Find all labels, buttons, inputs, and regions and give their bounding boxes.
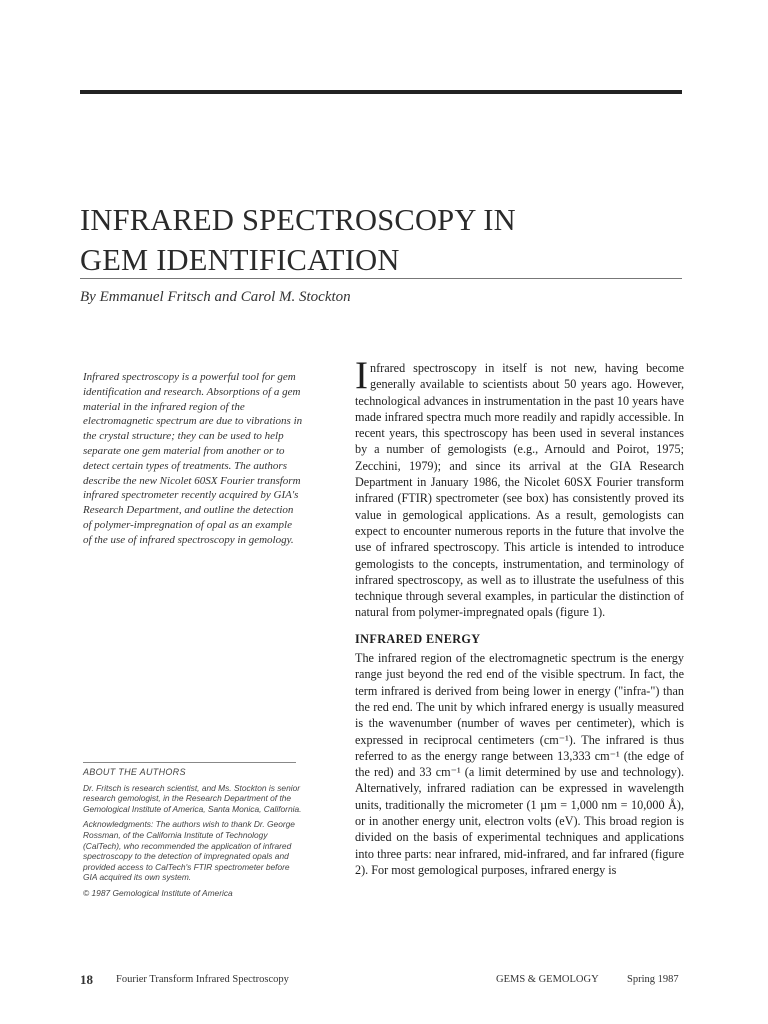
title-line-1: INFRARED SPECTROSCOPY IN [80,203,516,237]
intro-text: nfrared spectroscopy in itself is not new, having become generally available to scientists about 50 years ago. However, technological advances in instrumentation in the past 10 years have made infrared spectra much more readily and rapidly accessible. In recent years, this spectroscopy has been used in several instances by a number of gemologists (e.g., Arnould and Poirot, 1975; Zecchini, 1979); and since its arrival at the GIA Research Department in January 1986, the Nicolet 60SX Fourier transform infrared (FTIR) spectrometer (see box) has consistently proved its value in gemological applications. As a result, gemologists can expect to encounter numerous reports in the future that involve the use of infrared spectroscopy. This article is intended to introduce gemologists to the concepts, instrumentation, and terminology of infrared spectroscopy, as well as to illustrate the usefulness of this technique through several examples, in particular the distinction of natural from polymer-impregnated opals (figure 1). [355,361,684,620]
about-heading: ABOUT THE AUTHORS [83,767,186,777]
issue-date: Spring 1987 [627,974,679,985]
section-paragraph: The infrared region of the electromagnetic spectrum is the energy range just beyond the red end of the visible spectrum. In fact, the term infrared is derived from being lower in energy ("infra-") than the red end. The unit by which infrared energy is usually measured is the wavenumber (number of waves per centimeter), which is expressed in reciprocal centimeters (cm⁻¹). The infrared is thus referred to as the energy range between 13,333 cm⁻¹ (the edge of the red) and 33 cm⁻¹ (a limit determined by use and technology). Alternatively, infrared radiation can be expressed in wavelength units, traditionally the micrometer (1 µm = 1,000 nm = 10,000 Å), or in another energy unit, electron volts (eV). This broad region is divided on the basis of experimental techniques and applications into three parts: near infrared, mid-infrared, and far infrared (figure 2). For most gemological purposes, infrared energy is [355,651,684,877]
article-title [80,200,690,280]
abstract: Infrared spectroscopy is a powerful tool for gem identification and research. Absorptions of a gem material in the infrared region of the electromagnetic spectrum are due to vibrations in the crystal structure; they can be used to help separate one gem material from another or to detect certain types of treatments. The authors describe the new Nicolet 60SX Fourier transform infrared spectrometer recently acquired by GIA's Research Department, and outline the detection of polymer-impregnation of opal as an example of the use of infrared spectroscopy in gemology. [83,371,303,546]
about-the-authors [83,767,305,904]
intro-paragraph [355,354,684,621]
body-text [355,354,684,878]
journal-name: GEMS & GEMOLOGY [496,974,599,985]
acknowledgments: Acknowledgments: The authors wish to thank Dr. George Rossman, of the California Institute of Technology (CalTech), who recommended the application of infrared spectroscopy to the detection of impregnated opals and provided access to CalTech's FTIR spectrometer before GIA acquired its own system. [83,819,295,883]
top-rule [80,90,682,94]
page-number: 18 [80,972,93,987]
drop-cap: I [355,354,368,397]
section-heading: INFRARED ENERGY [355,631,481,646]
title-line-2: GEM IDENTIFICATION [80,243,400,277]
byline: By Emmanuel Fritsch and Carol M. Stockton [80,289,351,305]
author-affiliations: Dr. Fritsch is research scientist, and Ms. Stockton is senior research gemologist, in the Research Department of the Gemological Institute of America, Santa Monica, California. [83,782,302,814]
title-rule [80,278,682,279]
about-rule [83,762,296,763]
running-title: Fourier Transform Infrared Spectroscopy [116,974,289,985]
copyright: © 1987 Gemological Institute of America [83,887,233,898]
